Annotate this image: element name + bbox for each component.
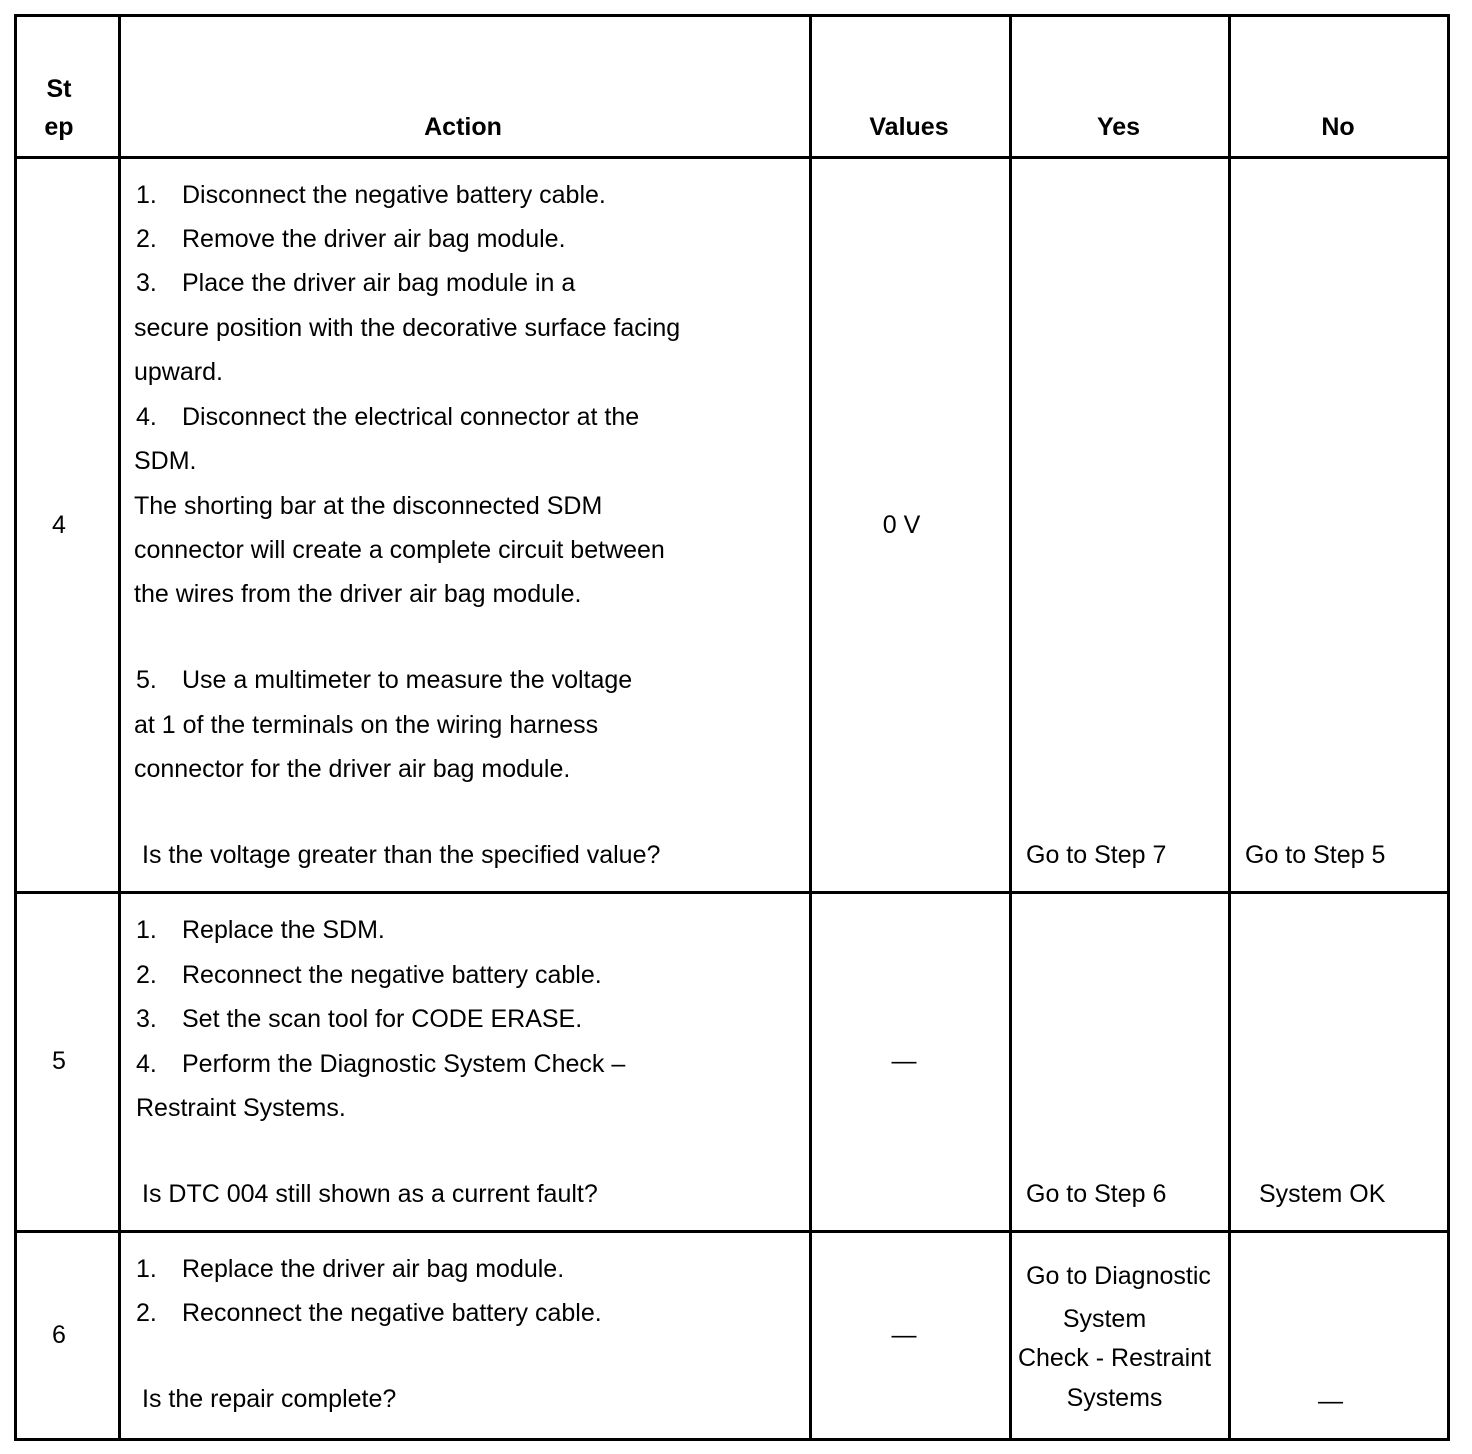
yes-cell: Go to Step 7 (1026, 841, 1167, 869)
value-cell: — (891, 1047, 917, 1075)
list-item: 2. Reconnect the negative battery cable. (136, 961, 602, 989)
header-yes: Yes (1096, 113, 1141, 141)
list-item: 1. Replace the SDM. (136, 916, 385, 944)
header-step-line1: St (46, 75, 72, 103)
question: Is DTC 004 still shown as a current fault? (142, 1180, 598, 1208)
value-cell: 0 V (882, 511, 921, 539)
row-divider (17, 891, 1447, 894)
row-divider (17, 1230, 1447, 1233)
list-item: 4. Perform the Diagnostic System Check – (136, 1050, 626, 1078)
no-cell: Go to Step 5 (1245, 841, 1386, 869)
col-divider (118, 17, 121, 1438)
header-action: Action (424, 113, 502, 141)
col-divider (809, 17, 812, 1438)
yes-cell-line: Systems (1066, 1384, 1163, 1412)
list-item: 4. Disconnect the electrical connector at the (136, 403, 640, 431)
note-line: The shorting bar at the disconnected SDM (134, 492, 603, 520)
no-cell: — (1318, 1387, 1343, 1415)
list-item: 2. Reconnect the negative battery cable. (136, 1299, 602, 1327)
value-cell: — (891, 1321, 917, 1349)
step-number: 5 (52, 1047, 66, 1075)
list-item: 2. Remove the driver air bag module. (136, 225, 566, 253)
list-item-continuation: secure position with the decorative surface facing (134, 314, 681, 342)
col-divider (1009, 17, 1012, 1438)
list-item: 1. Replace the driver air bag module. (136, 1255, 565, 1283)
list-item-continuation: upward. (134, 358, 223, 386)
list-item: 1. Disconnect the negative battery cable. (136, 181, 606, 209)
list-item: 3. Set the scan tool for CODE ERASE. (136, 1005, 583, 1033)
header-values: Values (869, 113, 949, 141)
question: Is the repair complete? (142, 1385, 397, 1413)
list-item: 3. Place the driver air bag module in a (136, 269, 576, 297)
yes-cell-line: Go to Diagnostic (1026, 1262, 1211, 1290)
header-no: No (1321, 113, 1355, 141)
header-step-line2: ep (44, 113, 74, 141)
list-item: 5. Use a multimeter to measure the voltage (136, 666, 633, 694)
yes-cell-line: Check - Restraint (1017, 1344, 1212, 1372)
col-divider (1228, 17, 1231, 1438)
question: Is the voltage greater than the specified value? (142, 841, 661, 869)
no-cell: System OK (1259, 1180, 1386, 1208)
row-divider (17, 156, 1447, 159)
yes-cell: Go to Step 6 (1026, 1180, 1167, 1208)
yes-cell-line: System (1062, 1305, 1147, 1333)
list-item-continuation: connector for the driver air bag module. (134, 755, 571, 783)
note-line: the wires from the driver air bag module. (134, 580, 582, 608)
list-item-continuation: SDM. (134, 447, 197, 475)
note-line: connector will create a complete circuit between (134, 536, 665, 564)
list-item-continuation: at 1 of the terminals on the wiring harness (134, 711, 599, 739)
step-number: 6 (52, 1321, 66, 1349)
list-item-continuation: Restraint Systems. (136, 1094, 346, 1122)
step-number: 4 (52, 511, 66, 539)
